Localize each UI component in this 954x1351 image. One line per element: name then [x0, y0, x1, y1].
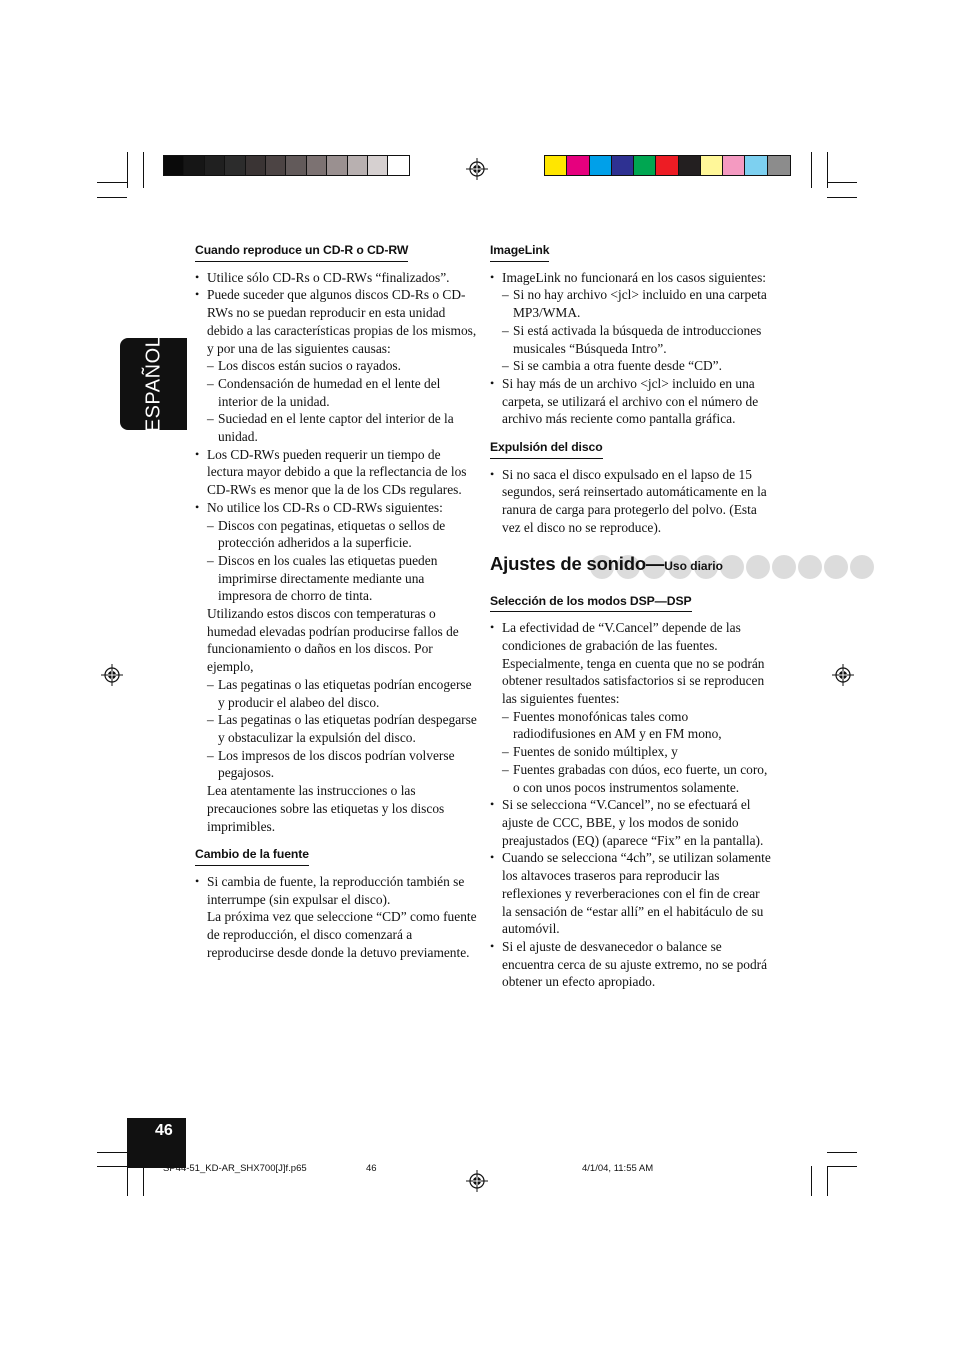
sub-item: – Fuentes grabadas con dúos, eco fuerte, un coro, o con unos pocos instrumentos solamente.: [502, 761, 772, 796]
color-swatch: [327, 156, 347, 175]
sub-item: – Si se cambia a otra fuente desde “CD”.: [502, 357, 772, 375]
sub-item: – Discos con pegatinas, etiquetas o sellos de protección adheridos a la superficie.: [207, 517, 477, 552]
registration-mark-icon: [832, 664, 854, 686]
paragraph: La próxima vez que seleccione “CD” como fuente de reproducción, el disco comenzará a reproducirse desde donde la detuvo previamente.: [207, 909, 477, 960]
section-heading-dsp: Selección de los modos DSP—DSP: [490, 593, 692, 613]
page-number: 46: [155, 1122, 173, 1139]
footer-date: 4/1/04, 11:55 AM: [582, 1163, 654, 1174]
section-heading-imagelink: ImageLink: [490, 242, 549, 262]
language-tab: [120, 335, 187, 433]
color-swatch: [679, 156, 701, 175]
list-item: • Si hay más de un archivo <jcl> incluido en una carpeta, se utilizará el archivo con el número de archivo más reciente como pantalla gráfica.: [490, 375, 772, 428]
color-swatch: [567, 156, 589, 175]
sound-settings-title: [490, 552, 772, 583]
list-item: • No utilice los CD-Rs o CD-RWs siguientes: – Discos con pegatinas, etiquetas o sellos de protección adheridos a la superficie. – Discos en los cuales las etiquetas pueden imprimirse directamente mediante una impresora de chorro de tinta. Utilizando estos discos con temperaturas o humedad elevadas podrían producirse fallos de funcionamiento o daños en los discos. Por ejemplo, – Las pegatinas o las etiquetas podrían encogerse y producir el alabeo del disco. – Las pegatinas o las etiquetas podrían despegarse y obstaculizar la expulsión del disco. – Los impresos de los discos podrían volverse pegajosos. Lea atentamente las instrucciones o las precauciones sobre las etiquetas y los discos imprimibles.: [195, 499, 477, 835]
sub-item: – Suciedad en el lente captor del interior de la unidad.: [207, 410, 477, 445]
section-subtitle: Uso diario: [664, 558, 723, 573]
footer-page: 46: [366, 1163, 377, 1174]
sub-item: – Los discos están sucios o rayados.: [207, 357, 477, 375]
list-item: • Utilice sólo CD-Rs o CD-RWs “finalizados”.: [195, 269, 477, 287]
list-item: • Puede suceder que algunos discos CD-Rs o CD-RWs no se puedan reproducir en esta unidad debido a las características propias de los mismos, y por una de las siguientes causas: – Los discos están sucios o rayados. – Condensación de humedad en el lente del interior de la unidad. – Suciedad en el lente captor del interior de la unidad.: [195, 286, 477, 445]
color-bar: [544, 155, 791, 176]
color-swatch: [164, 156, 184, 175]
color-swatch: [545, 156, 567, 175]
cd-r-list: [195, 269, 477, 836]
dsp-list: [490, 619, 772, 991]
sub-item: – Fuentes monofónicas tales como radiodifusiones en AM y en FM mono,: [502, 708, 772, 743]
color-swatch: [612, 156, 634, 175]
color-swatch: [307, 156, 327, 175]
list-item: • ImageLink no funcionará en los casos siguientes: – Si no hay archivo <jcl> incluido en una carpeta MP3/WMA. – Si está activada la búsqueda de introducciones musicales “Búsqueda Intro”. – Si se cambia a otra fuente desde “CD”.: [490, 269, 772, 375]
color-swatch: [745, 156, 767, 175]
list-item: • Si cambia de fuente, la reproducción también se interrumpe (sin expulsar el disco). La próxima vez que seleccione “CD” como fuente de reproducción, el disco comenzará a reproducirse desde donde la detuvo previamente.: [195, 873, 477, 962]
color-swatch: [348, 156, 368, 175]
sub-item: – Las pegatinas o las etiquetas podrían despegarse y obstaculizar la expulsión del disco.: [207, 711, 477, 746]
color-swatch: [701, 156, 723, 175]
eject-list: [490, 466, 772, 537]
sub-item: – Si está activada la búsqueda de introducciones musicales “Búsqueda Intro”.: [502, 322, 772, 357]
color-swatch: [246, 156, 266, 175]
section-title: Ajustes de sonido—: [490, 552, 665, 574]
list-item: • Si no saca el disco expulsado en el lapso de 15 segundos, será reinsertado automáticamente en la ranura de carga para protegerlo del polvo. (Esta vez el disco no se reproduce).: [490, 466, 772, 537]
color-swatch: [388, 156, 408, 175]
list-item: • Si se selecciona “V.Cancel”, no se efectuará el ajuste de CCC, BBE, y los modos de sonido preajustados (EQ) (aparece “Fix” en la pantalla).: [490, 796, 772, 849]
language-tab-label: ESPAÑOL: [142, 335, 164, 433]
color-swatch: [368, 156, 388, 175]
right-column: [490, 238, 772, 991]
grayscale-bar: [163, 155, 410, 176]
sub-item: – Si no hay archivo <jcl> incluido en una carpeta MP3/WMA.: [502, 286, 772, 321]
section-heading-source-change: Cambio de la fuente: [195, 846, 309, 866]
source-change-list: [195, 873, 477, 962]
sub-item: – Discos en los cuales las etiquetas pueden imprimirse directamente mediante una impresora de chorro de tinta.: [207, 552, 477, 605]
sub-item: – Fuentes de sonido múltiplex, y: [502, 743, 772, 761]
color-swatch: [205, 156, 225, 175]
color-swatch: [656, 156, 678, 175]
left-column: [195, 238, 477, 961]
paragraph: Utilizando estos discos con temperaturas o humedad elevadas podrían producirse fallos de funcionamiento o daños en los discos. Por ejemplo,: [207, 606, 459, 675]
color-swatch: [225, 156, 245, 175]
list-item: • Cuando se selecciona “4ch”, se utilizan solamente los altavoces traseros para reproducir las reflexiones y reverberaciones con el fin de crear la sensación de “estar allí” en el habitáculo de su automóvil.: [490, 849, 772, 938]
registration-mark-icon: [466, 158, 488, 180]
registration-mark-icon: [101, 664, 123, 686]
list-item: • Si el ajuste de desvanecedor o balance se encuentra cerca de su ajuste extremo, no se podrá obtener un efecto apropiado.: [490, 938, 772, 991]
color-swatch: [590, 156, 612, 175]
list-item: • La efectividad de “V.Cancel” depende de las condiciones de grabación de las fuentes. Especialmente, tenga en cuenta que no se podrán obtener resultados satisfactorios si se reproducen las siguientes fuentes: – Fuentes monofónicas tales como radiodifusiones en AM y en FM mono, – Fuentes de sonido múltiplex, y – Fuentes grabadas con dúos, eco fuerte, un coro, o con unos pocos instrumentos solamente.: [490, 619, 772, 796]
color-swatch: [286, 156, 306, 175]
color-swatch: [184, 156, 204, 175]
color-swatch: [768, 156, 790, 175]
color-swatch: [723, 156, 745, 175]
sub-item: – Los impresos de los discos podrían volverse pegajosos.: [207, 747, 477, 782]
imagelink-list: [490, 269, 772, 428]
section-heading-cd-r: Cuando reproduce un CD-R o CD-RW: [195, 242, 408, 262]
list-item: • Los CD-RWs pueden requerir un tiempo de lectura mayor debido a que la reflectancia de los CD-RWs es menor que la de los CDs regulares.: [195, 446, 477, 499]
color-swatch: [266, 156, 286, 175]
sub-item: – Las pegatinas o las etiquetas podrían encogerse y producir el alabeo del disco.: [207, 676, 477, 711]
paragraph: Lea atentamente las instrucciones o las precauciones sobre las etiquetas y los discos imprimibles.: [207, 783, 445, 834]
section-heading-eject: Expulsión del disco: [490, 439, 603, 459]
sub-item: – Condensación de humedad en el lente del interior de la unidad.: [207, 375, 477, 410]
registration-mark-icon: [466, 1170, 488, 1192]
footer-filename: SP44-51_KD-AR_SHX700[J]f.p65: [163, 1163, 307, 1174]
color-swatch: [634, 156, 656, 175]
page-number-box: [127, 1118, 186, 1168]
